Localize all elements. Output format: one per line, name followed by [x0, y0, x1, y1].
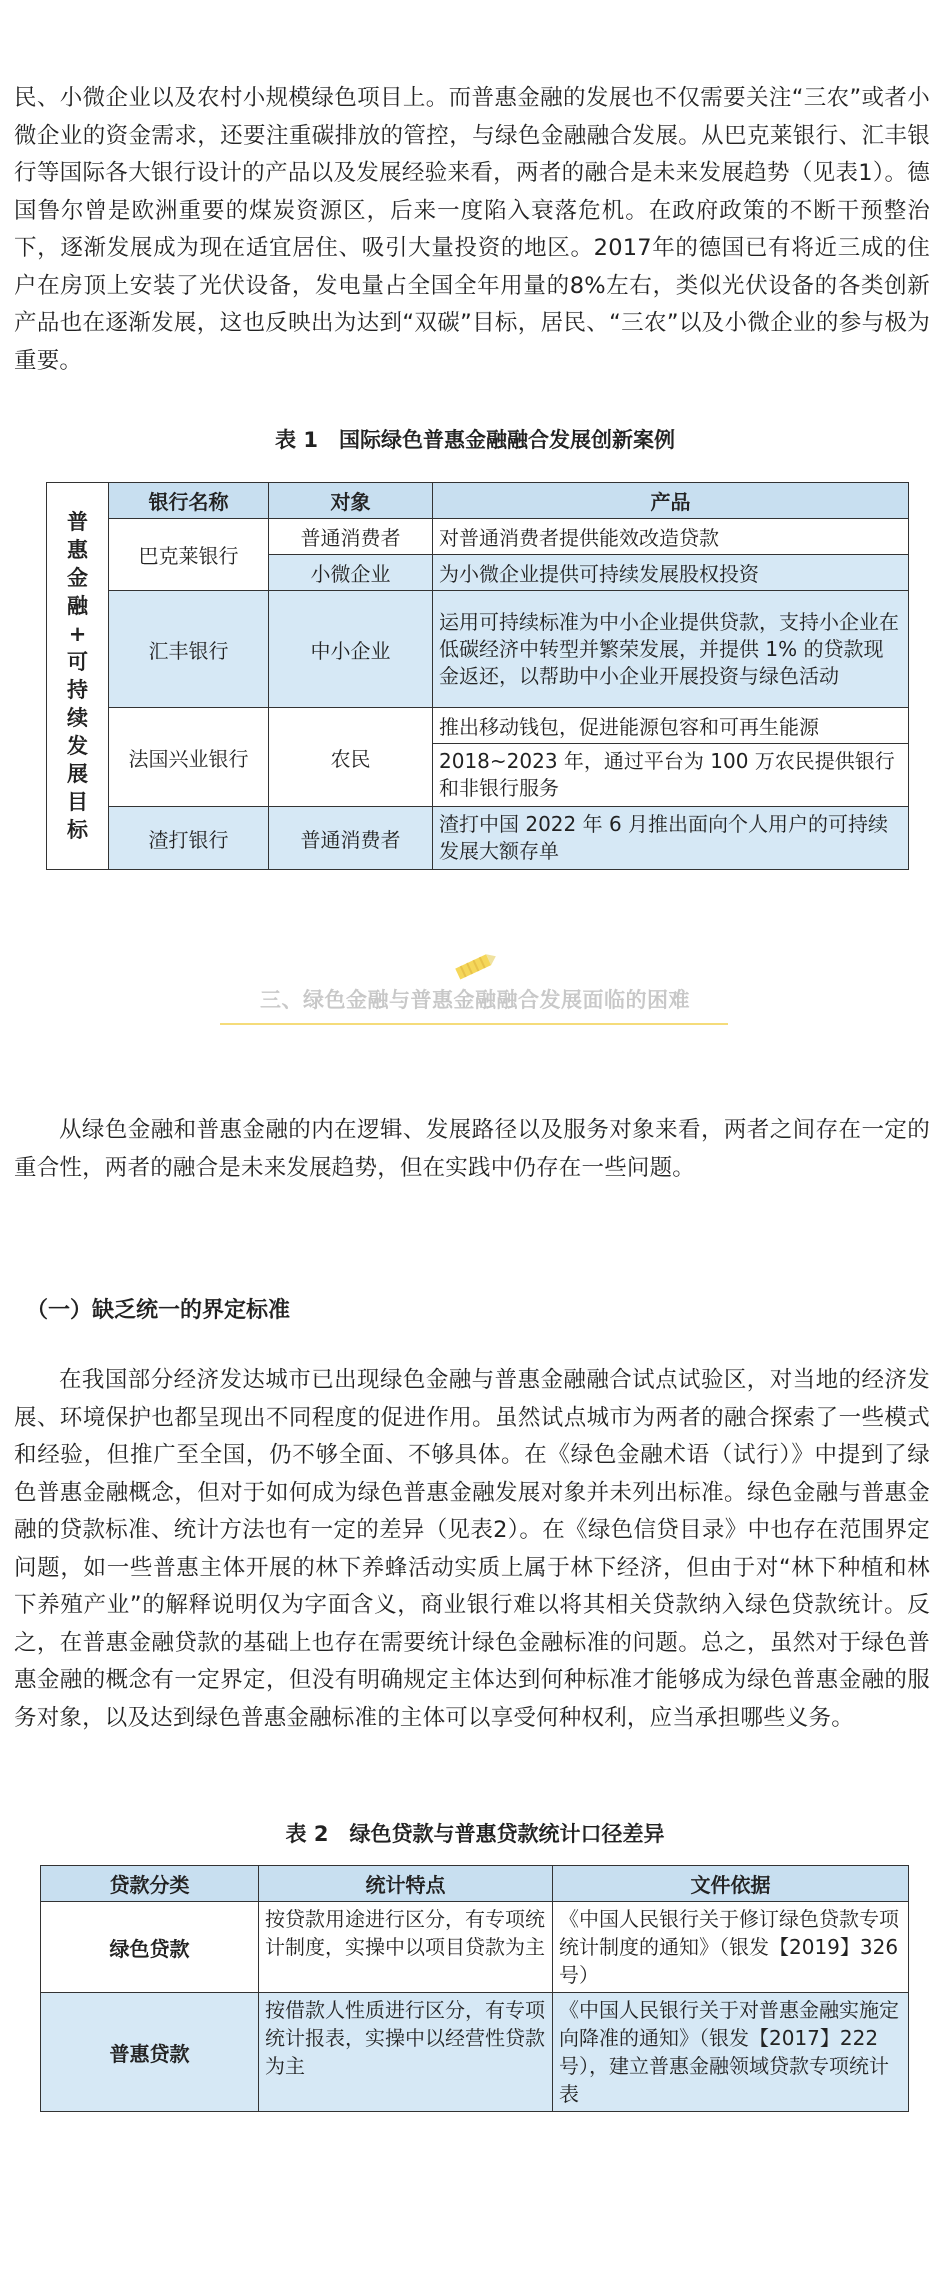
side-label-text: 普 惠 金 融 + 可 持 续 发 展 目 标	[67, 510, 88, 842]
table1-header-row	[47, 483, 909, 519]
table2-cell-type: 普惠贷款	[41, 1993, 259, 2112]
paragraph-standards: 在我国部分经济发达城市已出现绿色金融与普惠金融融合试点试验区，对当地的经济发展、环境保护也都呈现出不同程度的促进作用。虽然试点城市为两者的融合探索了一些模式和经验，但推广至全国，仍不够全面、不够具体。在《绿色金融术语（试行）》中提到了绿色普惠金融概念，但对于如何成为绿色普惠金融发展对象并未列出标准。绿色金融与普惠金融的贷款标准、统计方法也有一定的差异（见表2）。在《绿色信贷目录》中也存在范围界定问题，如一些普惠主体开展的林下养蜂活动实质上属于林下经济，但由于对“林下种植和林下养殖产业”的解释说明仅为字面含义，商业银行难以将其相关贷款纳入绿色贷款统计。反之，在普惠金融贷款的基础上也存在需要统计绿色金融标准的问题。总之，虽然对于绿色普惠金融的概念有一定界定，但没有明确规定主体达到何种标准才能够成为绿色普惠金融的服务对象，以及达到绿色普惠金融标准的主体可以享受何种权利，应当承担哪些义务。	[14, 1367, 930, 1731]
table1-cell-target: 农民	[269, 708, 433, 807]
table2-cell-feature: 按借款人性质进行区分，有专项统计报表，实操中以经营性贷款为主	[259, 1993, 553, 2112]
table1-cell-target: 中小企业	[269, 591, 433, 708]
table-row	[47, 519, 909, 555]
table2-header-type: 贷款分类	[41, 1866, 259, 1902]
section-underline	[220, 1023, 728, 1025]
table1-cell-product: 2018~2023 年，通过平台为 100 万农民提供银行和非银行服务	[433, 744, 909, 807]
section-title: 三、绿色金融与普惠金融融合发展面临的困难	[260, 988, 690, 1012]
table1-cell-target: 普通消费者	[269, 519, 433, 555]
table2-header-basis: 文件依据	[553, 1866, 909, 1902]
table1-cell-bank: 渣打银行	[109, 807, 269, 870]
table1-cell-product: 为小微企业提供可持续发展股权投资	[433, 555, 909, 591]
pencil-icon	[450, 951, 500, 981]
table-row	[47, 807, 909, 870]
paragraph-intro: 民、小微企业以及农村小规模绿色项目上。而普惠金融的发展也不仅需要关注“三农”或者小微企业的资金需求，还要注重碳排放的管控，与绿色金融融合发展。从巴克莱银行、汇丰银行等国际各大银行设计的产品以及发展经验来看，两者的融合是未来发展趋势（见表1）。德国鲁尔曾是欧洲重要的煤炭资源区，后来一度陷入衰落危机。在政府政策的不断干预整治下，逐渐发展成为现在适宜居住、吸引大量投资的地区。2017年的德国已有将近三成的住户在房顶上安装了光伏设备，发电量占全国全年用量的8%左右，类似光伏设备的各类创新产品也在逐渐发展，这也反映出为达到“双碳”目标，居民、“三农”以及小微企业的参与极为重要。	[14, 85, 930, 374]
table1-header-bank: 银行名称	[109, 483, 269, 519]
table2-cell-type: 绿色贷款	[41, 1902, 259, 1993]
table2	[40, 1865, 909, 2112]
table-row	[47, 708, 909, 744]
table2-cell-basis: 《中国人民银行关于修订绿色贷款专项统计制度的通知》（银发【2019】326 号）	[553, 1902, 909, 1993]
table2-header-row	[41, 1866, 909, 1902]
table1-cell-target: 普通消费者	[269, 807, 433, 870]
table1-cell-product: 运用可持续标准为中小企业提供贷款，支持小企业在低碳经济中转型并繁荣发展，并提供 1% 的贷款现金返还，以帮助中小企业开展投资与绿色活动	[433, 591, 909, 708]
table1-cell-bank: 巴克莱银行	[109, 519, 269, 591]
table1-header-target: 对象	[269, 483, 433, 519]
table1-cell-bank: 汇丰银行	[109, 591, 269, 708]
table-row	[41, 1993, 909, 2112]
table2-cell-feature: 按贷款用途进行区分，有专项统计制度，实操中以项目贷款为主	[259, 1902, 553, 1993]
table1-header-product: 产品	[433, 483, 909, 519]
table1-cell-target: 小微企业	[269, 555, 433, 591]
table1-cell-product: 推出移动钱包，促进能源包容和可再生能源	[433, 708, 909, 744]
table1-caption: 表 1 国际绿色普惠金融融合发展创新案例	[275, 428, 675, 452]
table2-cell-basis: 《中国人民银行关于对普惠金融实施定向降准的通知》（银发【2017】222 号），建立普惠金融领域贷款专项统计表	[553, 1993, 909, 2112]
table1-side-label	[47, 483, 109, 870]
table-row	[47, 591, 909, 708]
table2-header-feature: 统计特点	[259, 1866, 553, 1902]
table1-cell-bank: 法国兴业银行	[109, 708, 269, 807]
table2-caption: 表 2 绿色贷款与普惠贷款统计口径差异	[285, 1822, 665, 1846]
table1	[46, 482, 909, 870]
table1-cell-product: 对普通消费者提供能效改造贷款	[433, 519, 909, 555]
subheading: （一）缺乏统一的界定标准	[26, 1298, 291, 1323]
table-row	[41, 1902, 909, 1993]
paragraph-section-intro: 从绿色金融和普惠金融的内在逻辑、发展路径以及服务对象来看，两者之间存在一定的重合性，两者的融合是未来发展趋势，但在实践中仍存在一些问题。	[14, 1117, 930, 1181]
table1-cell-product: 渣打中国 2022 年 6 月推出面向个人用户的可持续发展大额存单	[433, 807, 909, 870]
